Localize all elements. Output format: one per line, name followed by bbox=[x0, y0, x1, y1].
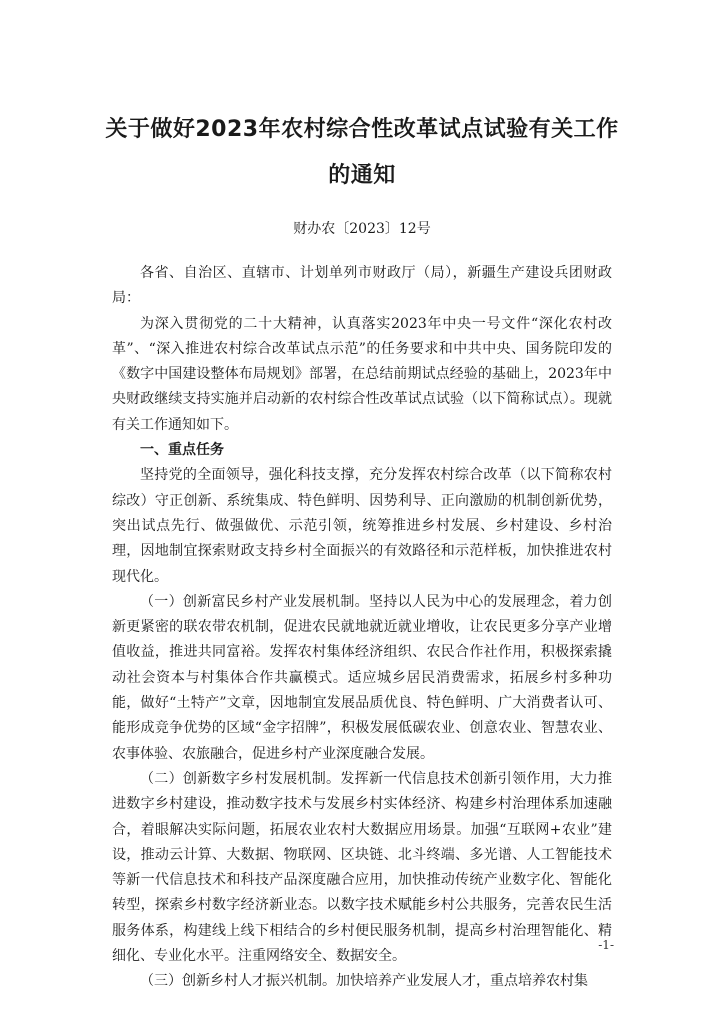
item-paragraph-1: （一）创新富民乡村产业发展机制。坚持以人民为中心的发展理念，着力创新更紧密的联农带农机制，促进农民就地就近就业增收，让农民更多分享产业增值收益，推进共同富裕。发挥农村集体经济组织、农民合作社作用，积极探索撬动社会资本与村集体合作共赢模式。适应城乡居民消费需求，拓展乡村多种功能，做好“土特产”文章，因地制宜发展品质优良、特色鲜明、广大消费者认可、能形成竞争优势的区域“金字招牌”，积极发展低碳农业、创意农业、智慧农业、农事体验、农旅融合，促进乡村产业深度融合发展。 bbox=[112, 593, 612, 762]
intro-paragraph: 为深入贯彻党的二十大精神，认真落实2023年中央一号文件“深化农村改革”、“深入推进农村综合改革试点示范”的任务要求和中共中央、国务院印发的《数字中国建设整体布局规划》部署，在总结前期试点经验的基础上，2023年中央财政继续支持实施并启动新的农村综合性改革试点试验（以下简称试点）。现就有关工作通知如下。 bbox=[112, 315, 612, 433]
item-paragraph-2: （二）创新数字乡村发展机制。发挥新一代信息技术创新引领作用，大力推进数字乡村建设，推动数字技术与发展乡村实体经济、构建乡村治理体系加速融合，着眼解决实际问题，拓展农业农村大数据应用场景。加强“互联网+农业”建设，推动云计算、大数据、物联网、区块链、北斗终端、多光谱、人工智能技术等新一代信息技术和科技产品深度融合应用，加快推动传统产业数字化、智能化转型，探索乡村数字经济新业态。以数字技术赋能乡村公共服务，完善农民生活服务体系，构建线上线下相结合的乡村便民服务机制，提高乡村治理智能化、精细化、专业化水平。注重网络安全、数据安全。 bbox=[112, 770, 612, 965]
item-paragraph-3: （三）创新乡村人才振兴机制。加快培养产业发展人才，重点培养农村集 bbox=[140, 973, 588, 990]
document-body bbox=[112, 261, 612, 995]
section-paragraph: 坚持党的全面领导，强化科技支撑，充分发挥农村综合改革（以下简称农村综改）守正创新、系统集成、特色鲜明、因势利导、正向激励的机制创新优势，突出试点先行、做强做优、示范引领，统筹推进乡村发展、乡村建设、乡村治理，因地制宜探索财政支持乡村全面振兴的有效路径和示范样板，加快推进农村现代化。 bbox=[112, 467, 612, 585]
document-number: 财办农〔2023〕12号 bbox=[293, 221, 431, 237]
addressee-paragraph: 各省、自治区、直辖市、计划单列市财政厅（局），新疆生产建设兵团财政局： bbox=[112, 265, 612, 307]
section-heading-key-tasks: 一、重点任务 bbox=[140, 442, 224, 459]
page-number: -1- bbox=[598, 938, 614, 952]
document-title-line-2: 的通知 bbox=[328, 163, 396, 188]
document-title-line-1: 关于做好2023年农村综合性改革试点试验有关工作 bbox=[105, 117, 619, 142]
